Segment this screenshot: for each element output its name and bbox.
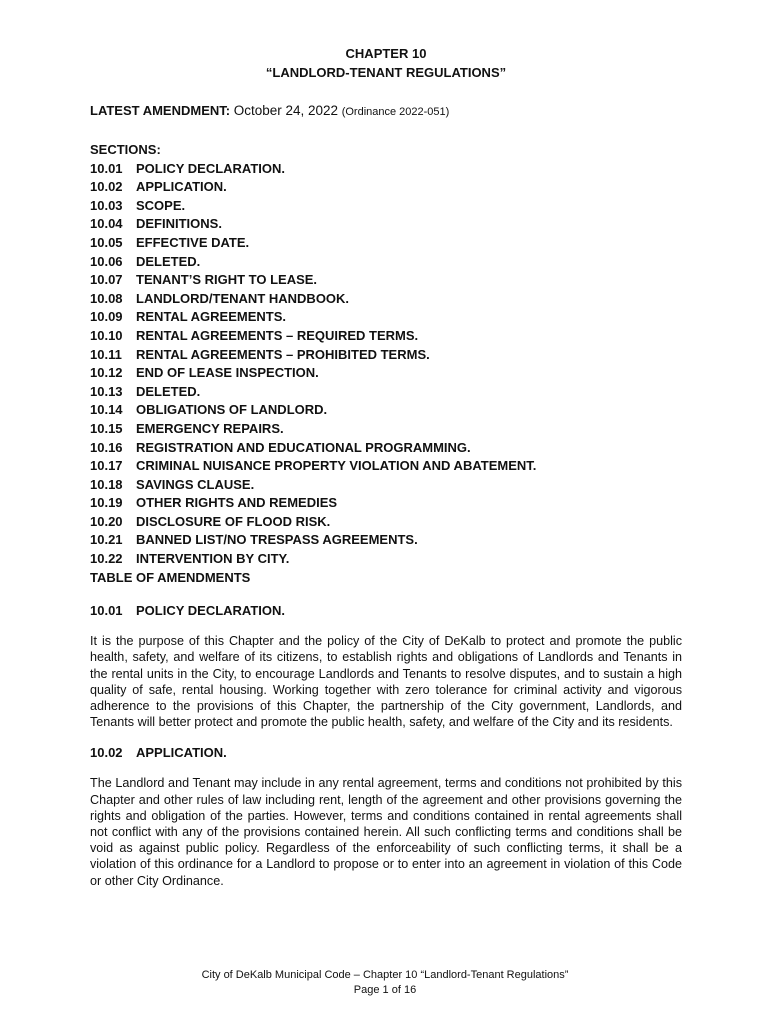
chapter-title-block <box>90 44 682 82</box>
section-list-item <box>90 364 682 383</box>
section-list-title: DISCLOSURE OF FLOOD RISK. <box>136 513 331 529</box>
section-list-number: 10.05 <box>90 234 123 250</box>
section-list-number: 10.08 <box>90 290 123 306</box>
section-list-title: RENTAL AGREEMENTS. <box>136 309 286 325</box>
section-list-title: CRIMINAL NUISANCE PROPERTY VIOLATION AND ABATEMENT. <box>136 458 537 474</box>
section-list-item <box>90 531 682 550</box>
section-list-title: DELETED. <box>136 253 201 269</box>
section-list-title: RENTAL AGREEMENTS – REQUIRED TERMS. <box>136 327 419 343</box>
section-list-item <box>90 178 682 197</box>
sections-heading: SECTIONS: <box>90 142 161 157</box>
section-list-item <box>90 457 682 476</box>
section-list-item <box>90 197 682 216</box>
section-list-number: 10.03 <box>90 197 123 213</box>
section-list-item <box>90 346 682 365</box>
section-list-title: TENANT’S RIGHT TO LEASE. <box>136 272 318 288</box>
section-list-number: 10.13 <box>90 383 123 399</box>
section-list-number: 10.04 <box>90 216 123 232</box>
section-number: 10.01 <box>90 603 123 619</box>
section-list-title: DEFINITIONS. <box>136 216 222 232</box>
section-list-item <box>90 234 682 253</box>
section-list-item <box>90 494 682 513</box>
page-footer <box>0 968 770 998</box>
section-list-title: INTERVENTION BY CITY. <box>136 551 290 567</box>
section-list-item <box>90 308 682 327</box>
page-number: Page 1 of 16 <box>353 984 417 996</box>
section-list-title: END OF LEASE INSPECTION. <box>136 365 319 381</box>
section-list-item <box>90 215 682 234</box>
section-list-number: 10.18 <box>90 476 123 492</box>
section-list-title: OBLIGATIONS OF LANDLORD. <box>136 402 328 418</box>
section-list-title: BANNED LIST/NO TRESPASS AGREEMENTS. <box>136 532 418 548</box>
application-paragraph: The Landlord and Tenant may include in any rental agreement, terms and conditions not prohibited by this Chapter and other rules of law including rent, length of the agreement and other provisions governing the rights and obligation of the parties. However, terms and conditions contained in rental agreements shall not conflict with any of the provisions contained herein. All such conflicting terms and conditions shall be void as against public policy. Regardless of the enforceability of such conflicting terms, it shall be a violation of this ordinance for a Landlord to propose or to enter into an agreement in violation of this Code or other City Ordinance. <box>90 776 682 888</box>
section-list-number: 10.15 <box>90 420 123 436</box>
section-list-item <box>90 420 682 439</box>
section-list-number: 10.19 <box>90 495 123 511</box>
section-list-number: 10.10 <box>90 327 123 343</box>
section-list-number: 10.07 <box>90 272 123 288</box>
section-list-title: DELETED. <box>136 383 201 399</box>
section-list-title: LANDLORD/TENANT HANDBOOK. <box>136 290 350 306</box>
section-list-title: EFFECTIVE DATE. <box>136 234 250 250</box>
amendment-label: LATEST AMENDMENT: <box>90 103 231 118</box>
chapter-title: “LANDLORD-TENANT REGULATIONS” <box>265 65 507 80</box>
latest-amendment-line <box>90 101 682 122</box>
section-rows <box>90 160 682 569</box>
section-list-item <box>90 271 682 290</box>
section-list-title: REGISTRATION AND EDUCATIONAL PROGRAMMING. <box>136 439 471 455</box>
section-list-number: 10.16 <box>90 439 123 455</box>
document-page <box>90 44 682 889</box>
section-list-number: 10.01 <box>90 160 123 176</box>
section-title: POLICY DECLARATION. <box>136 603 286 619</box>
section-list-number: 10.11 <box>90 346 122 362</box>
section-list-title: SCOPE. <box>136 197 186 213</box>
policy-declaration-paragraph: It is the purpose of this Chapter and the policy of the City of DeKalb to protect and promote the public health, safety, and welfare of its citizens, to establish rights and obligations of Landlords and Tenants in the rental units in the City, to encourage Landlords and Tenants to resolve disputes, and to sustain a high quality of safe, rental housing. Working together with zero tolerance for criminal activity and vigorous adherence to the provisions of this Chapter, the partnership of the City government, Landlords, and Tenants will better protect and promote the public health, safety, and welfare of the City and its residents. <box>90 634 682 730</box>
section-heading-10-02 <box>90 744 682 762</box>
sections-list <box>90 141 682 587</box>
section-list-number: 10.20 <box>90 513 123 529</box>
section-list-number: 10.02 <box>90 179 123 195</box>
section-list-number: 10.21 <box>90 532 123 548</box>
section-list-item <box>90 550 682 569</box>
section-list-title: POLICY DECLARATION. <box>136 160 286 176</box>
section-list-title: RENTAL AGREEMENTS – PROHIBITED TERMS. <box>136 346 430 362</box>
section-list-item <box>90 290 682 309</box>
amendment-ordinance: (Ordinance 2022-051) <box>341 106 450 118</box>
section-list-item <box>90 439 682 458</box>
table-of-amendments-link: TABLE OF AMENDMENTS <box>90 569 251 585</box>
section-list-item <box>90 253 682 272</box>
section-list-number: 10.06 <box>90 253 123 269</box>
section-list-item <box>90 160 682 179</box>
section-list-title: SAVINGS CLAUSE. <box>136 476 255 492</box>
amendment-date: October 24, 2022 <box>233 103 339 118</box>
section-list-number: 10.09 <box>90 309 123 325</box>
section-list-item <box>90 401 682 420</box>
section-list-title: APPLICATION. <box>136 179 227 195</box>
section-title: APPLICATION. <box>136 745 227 761</box>
section-list-item <box>90 383 682 402</box>
section-heading-10-01 <box>90 602 682 620</box>
section-list-number: 10.14 <box>90 402 123 418</box>
section-number: 10.02 <box>90 745 123 761</box>
section-list-number: 10.22 <box>90 551 123 567</box>
section-list-title: EMERGENCY REPAIRS. <box>136 420 284 436</box>
section-list-item <box>90 327 682 346</box>
section-list-item <box>90 513 682 532</box>
footer-citation: City of DeKalb Municipal Code – Chapter 10 “Landlord-Tenant Regulations” <box>201 969 569 981</box>
section-list-number: 10.12 <box>90 365 123 381</box>
section-list-item <box>90 476 682 495</box>
section-list-number: 10.17 <box>90 458 123 474</box>
chapter-number: CHAPTER 10 <box>345 46 427 61</box>
section-list-title: OTHER RIGHTS AND REMEDIES <box>136 495 338 511</box>
